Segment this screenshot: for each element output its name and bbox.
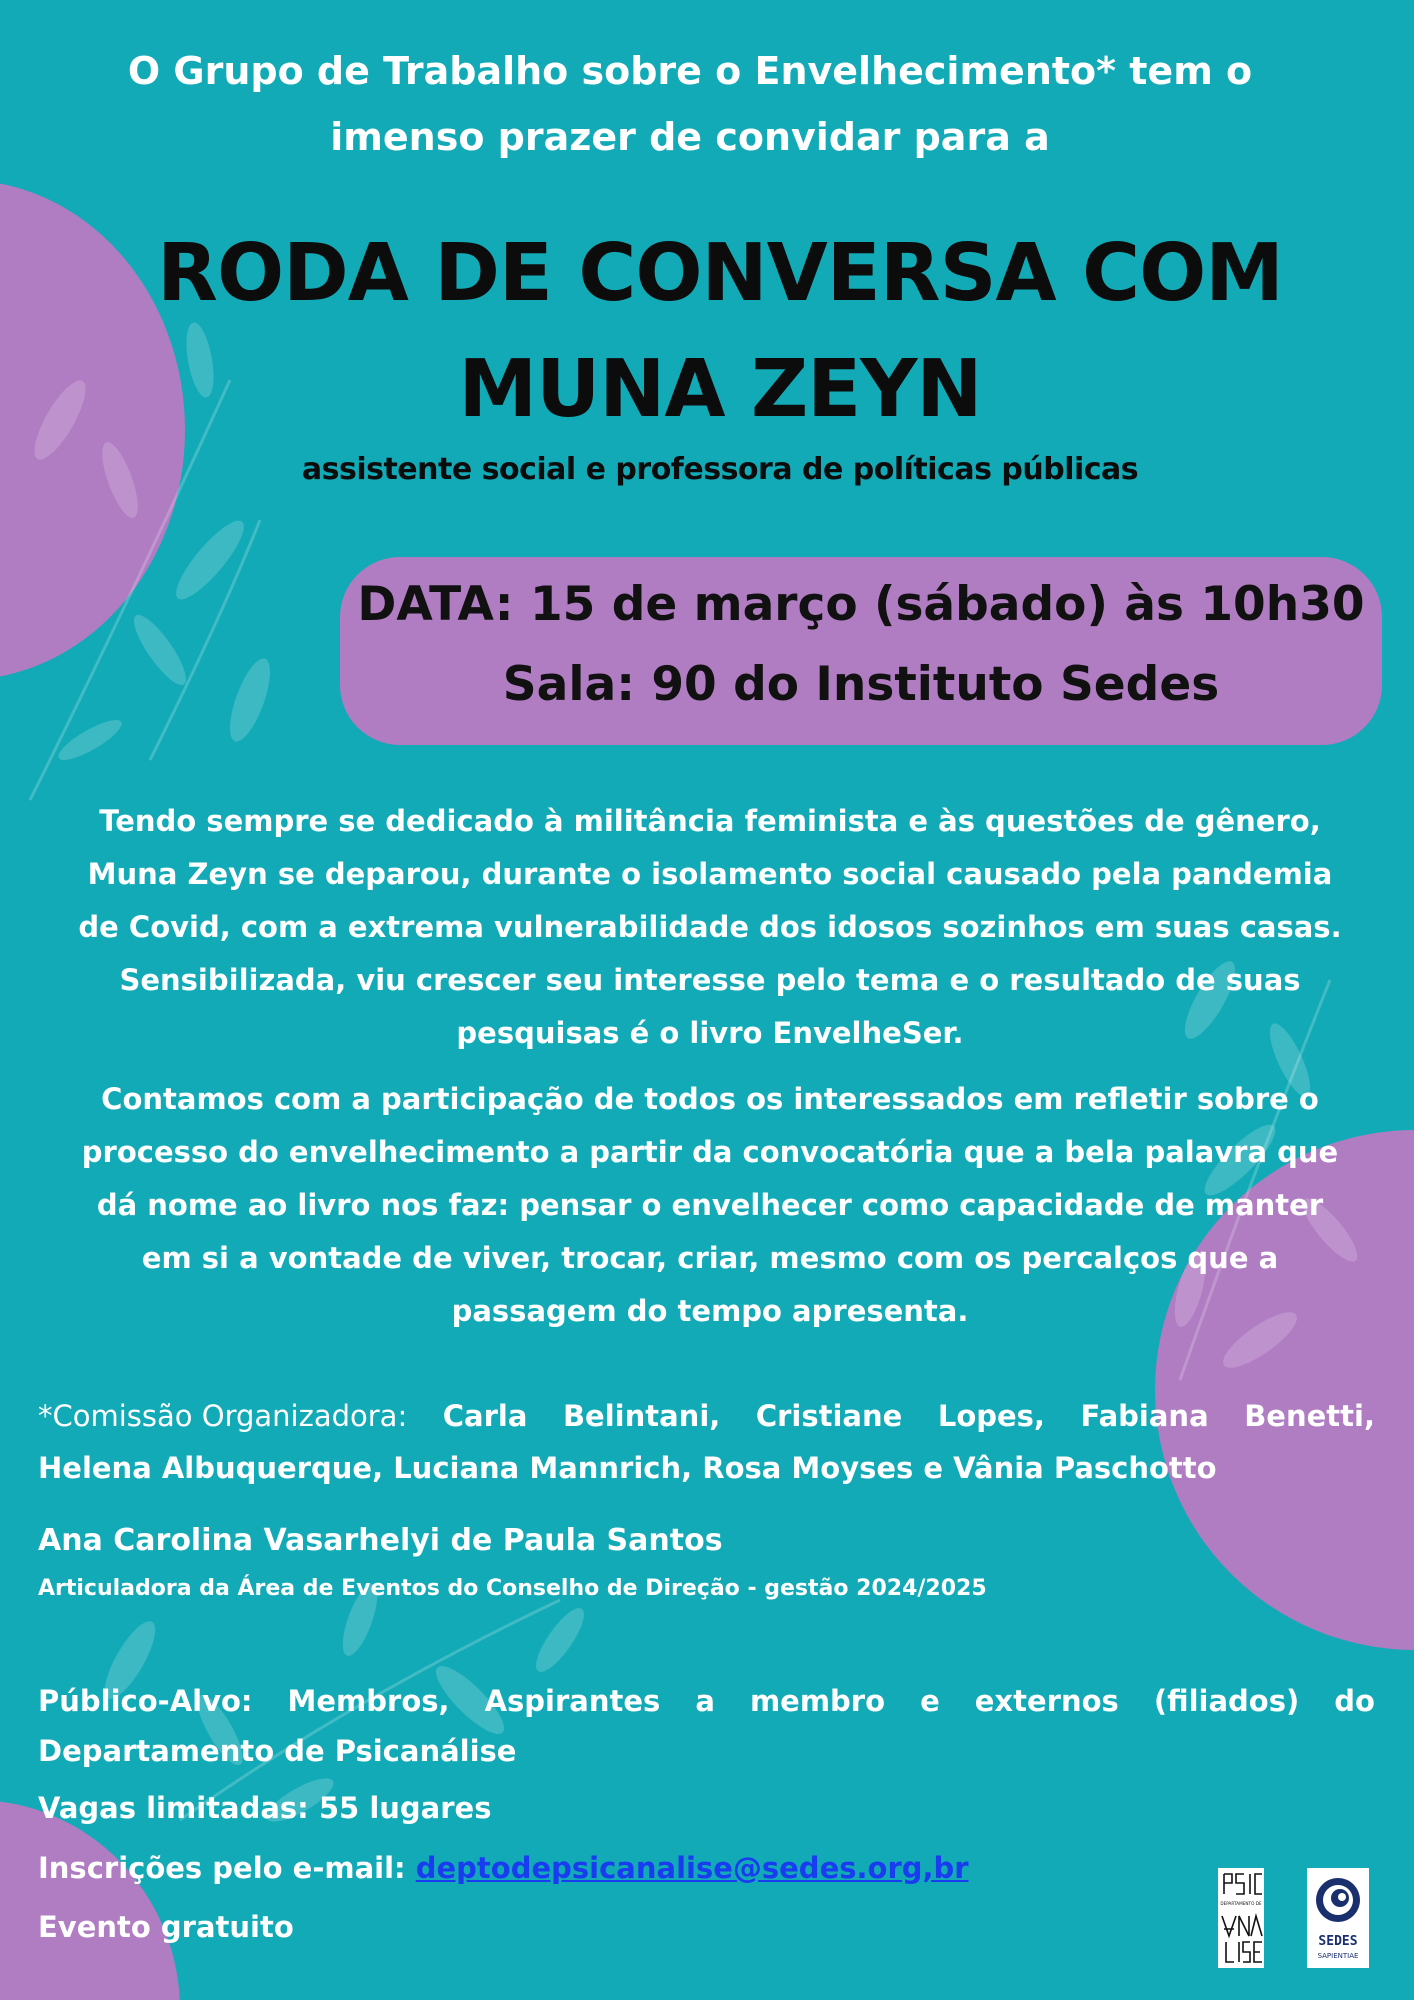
title-line-1: RODA DE CONVERSA COM [157, 227, 1283, 319]
paragraph-line: Tendo sempre se dedicado à militância feminista e às questões de gênero, [99, 804, 1321, 838]
committee-word: Belintani, [562, 1399, 721, 1433]
paragraph-line: processo do envelhecimento a partir da convocatória que a bela palavra que [81, 1135, 1339, 1169]
target-audience [38, 1676, 1375, 1776]
paragraph-line: pesquisas é o livro EnvelheSer. [456, 1016, 964, 1050]
audience-word: (filiados) [1153, 1684, 1300, 1718]
paragraph-line: em si a vontade de viver, trocar, criar, mesmo com os percalços que a [141, 1241, 1279, 1275]
committee-word: Cristiane [755, 1399, 903, 1433]
speaker-subtitle: assistente social e professora de políticas públicas [301, 452, 1139, 487]
decorative-circle-bottom-left [0, 1800, 180, 2000]
intro-line-1: O Grupo de Trabalho sobre o Envelhecimento* tem o [127, 49, 1253, 93]
audience-line-1 [38, 1676, 1375, 1726]
audience-word: do [1334, 1684, 1375, 1718]
free-event-note: Evento gratuito [38, 1910, 294, 1944]
audience-word: Aspirantes [484, 1684, 661, 1718]
invitation-intro [80, 38, 1300, 170]
audience-word: e [920, 1684, 940, 1718]
committee-word: Benetti, [1244, 1399, 1375, 1433]
paragraph-line: Sensibilizada, viu crescer seu interesse pelo tema e o resultado de suas [119, 963, 1301, 997]
audience-word: Membros, [287, 1684, 450, 1718]
audience-line-2: Departamento de Psicanálise [38, 1734, 517, 1768]
psi-logo-text: DEPARTAMENTO DE [1220, 1901, 1262, 1906]
description-paragraph-1 [35, 795, 1385, 1060]
paragraph-line: de Covid, com a extrema vulnerabilidade dos idosos sozinhos em suas casas. [78, 910, 1342, 944]
audience-word: a [695, 1684, 715, 1718]
articulator-role: Articuladora da Área de Eventos do Conselho de Direção - gestão 2024/2025 [38, 1576, 987, 1601]
sedes-logo-subtext: SAPIENTIAE [1317, 1952, 1359, 1960]
sedes-logo-text: SEDES [1318, 1934, 1358, 1949]
psicanalise-department-logo [1218, 1868, 1264, 1968]
registration-info [38, 1851, 969, 1885]
event-room: Sala: 90 do Instituto Sedes [502, 657, 1220, 712]
paragraph-line: passagem do tempo apresenta. [451, 1294, 969, 1328]
event-date-box [340, 557, 1382, 745]
registration-email-link[interactable]: deptodepsicanalise@sedes.org,br [415, 1851, 969, 1885]
committee-label: *Comissão Organizadora: [38, 1399, 408, 1433]
audience-word: membro [749, 1684, 886, 1718]
audience-word: Público-Alvo: [38, 1684, 253, 1718]
paragraph-line: dá nome ao livro nos faz: pensar o envelhecer como capacidade de manter [96, 1188, 1324, 1222]
title-line-2: MUNA ZEYN [458, 343, 982, 435]
paragraph-line: Muna Zeyn se deparou, durante o isolamento social causado pela pandemia [87, 857, 1333, 891]
intro-line-2: imenso prazer de convidar para a [330, 115, 1050, 159]
event-title [60, 215, 1380, 447]
sedes-sapientiae-logo [1307, 1868, 1369, 1968]
committee-line-1 [38, 1390, 1375, 1442]
registration-label: Inscrições pelo e-mail: [38, 1851, 416, 1885]
committee-line-2: Helena Albuquerque, Luciana Mannrich, Rosa Moyses e Vânia Paschotto [38, 1451, 1217, 1485]
paragraph-line: Contamos com a participação de todos os interessados em refletir sobre o [101, 1082, 1319, 1116]
psi-logo-icon [1218, 1868, 1264, 1968]
audience-word: externos [974, 1684, 1119, 1718]
articulator-name: Ana Carolina Vasarhelyi de Paula Santos [38, 1523, 723, 1558]
committee-word: Carla [442, 1399, 528, 1433]
vacancies-info: Vagas limitadas: 55 lugares [38, 1791, 492, 1825]
event-date: DATA: 15 de março (sábado) às 10h30 [357, 577, 1365, 632]
organizing-committee [38, 1390, 1375, 1494]
description-paragraph-2 [35, 1073, 1385, 1338]
sedes-logo-icon [1307, 1868, 1369, 1968]
committee-word: Lopes, [937, 1399, 1045, 1433]
committee-word: Fabiana [1080, 1399, 1209, 1433]
